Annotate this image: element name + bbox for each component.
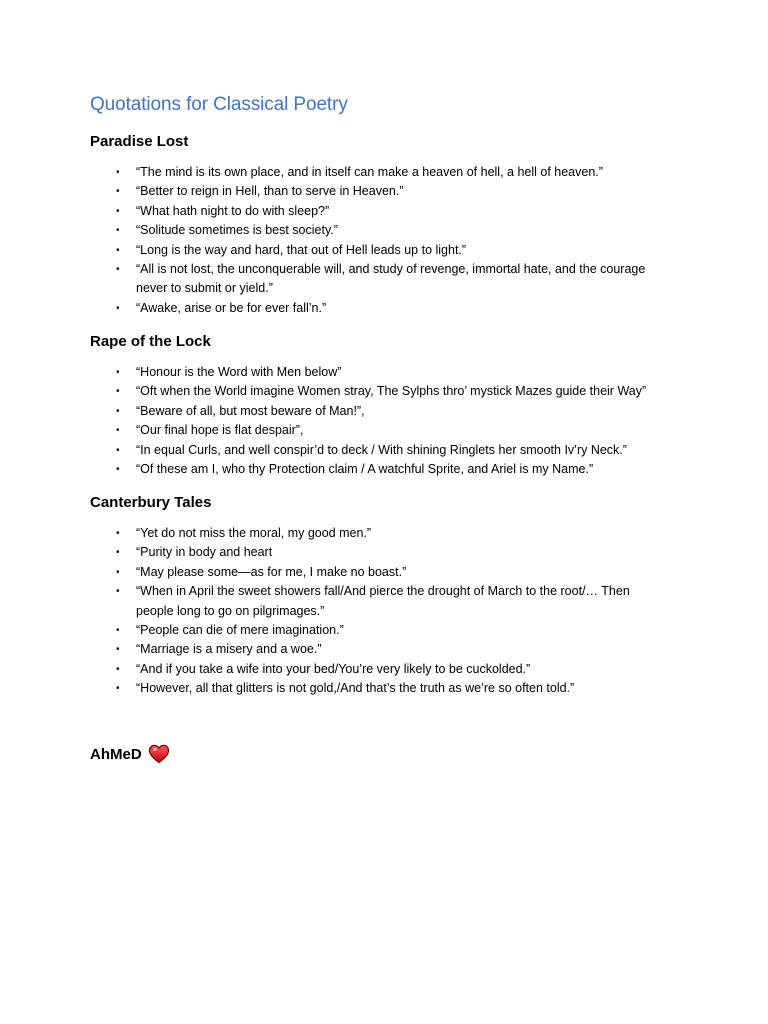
quote-text: “What hath night to do with sleep?”	[136, 203, 330, 218]
bullet-icon: •	[116, 528, 120, 539]
quote-text: “Awake, arise or be for ever fall’n.”	[136, 300, 327, 315]
quote-text: “Oft when the World imagine Women stray, The Sylphs thro’ mystick Mazes guide their Way”	[136, 384, 647, 399]
bullet-icon: •	[116, 205, 120, 217]
quote-text: “Long is the way and hard, that out of Hell leads up to light.”	[136, 242, 467, 257]
bullet-icon: •	[116, 167, 120, 178]
list-item	[90, 382, 690, 401]
section-heading: Canterbury Tales	[90, 494, 212, 511]
quote-text: “All is not lost, the unconquerable will, and study of revenge, immortal hate, and the courage never to submit or yield.”	[136, 262, 646, 296]
list-item	[90, 163, 690, 182]
list-item	[90, 543, 690, 562]
quote-text: “Purity in body and heart	[136, 545, 273, 560]
list-item	[90, 660, 690, 679]
quote-text: “Of these am I, who thy Protection claim / A watchful Sprite, and Ariel is my Name.”	[136, 462, 594, 477]
quote-list	[90, 363, 690, 479]
bullet-icon: •	[116, 625, 120, 637]
section-rape-of-the-lock	[90, 332, 690, 477]
quote-text: “Beware of all, but most beware of Man!”,	[136, 403, 365, 418]
section-heading: Rape of the Lock	[90, 333, 211, 350]
list-item	[90, 524, 690, 543]
quote-text: “Our final hope is flat despair”,	[136, 423, 304, 438]
bullet-icon: •	[116, 547, 120, 559]
list-item	[90, 621, 690, 640]
section-paradise-lost	[90, 132, 690, 315]
list-item	[90, 202, 690, 221]
bullet-icon: •	[116, 644, 120, 656]
quote-text: “And if you take a wife into your bed/You’re very likely to be cuckolded.”	[136, 661, 531, 676]
quote-text: “People can die of mere imagination.”	[136, 623, 344, 638]
list-item	[90, 441, 690, 460]
list-item	[90, 260, 690, 299]
quote-text: “Yet do not miss the moral, my good men.”	[136, 526, 372, 540]
quote-text: “The mind is its own place, and in itself can make a heaven of hell, a hell of heaven.”	[136, 165, 603, 179]
section-canterbury-tales	[90, 493, 690, 696]
bullet-icon: •	[116, 425, 120, 437]
list-item	[90, 460, 690, 479]
quote-text: “Solitude sometimes is best society.”	[136, 223, 338, 238]
bullet-icon: •	[116, 225, 120, 237]
list-item	[90, 221, 690, 240]
section-heading: Paradise Lost	[90, 133, 189, 150]
bullet-icon: •	[116, 386, 120, 398]
bullet-icon: •	[116, 264, 120, 276]
quote-text: “Marriage is a misery and a woe.”	[136, 642, 322, 657]
quote-text: “However, all that glitters is not gold,/And that’s the truth as we’re so often told.”	[136, 681, 575, 696]
signature	[90, 742, 170, 766]
signature-name: AhMeD	[90, 745, 142, 763]
list-item	[90, 299, 690, 318]
list-item	[90, 582, 690, 621]
quote-text: “Honour is the Word with Men below”	[136, 365, 342, 379]
list-item	[90, 421, 690, 440]
list-item	[90, 679, 690, 698]
bullet-icon: •	[116, 663, 120, 675]
list-item	[90, 363, 690, 382]
bullet-icon: •	[116, 302, 120, 314]
bullet-icon: •	[116, 244, 120, 256]
bullet-icon: •	[116, 444, 120, 456]
bullet-icon: •	[116, 367, 120, 378]
bullet-icon: •	[116, 405, 120, 417]
quote-text: “Better to reign in Hell, than to serve in Heaven.”	[136, 184, 404, 199]
quote-text: “When in April the sweet showers fall/And pierce the drought of March to the root/… Then people long to go on pilgrimages.”	[136, 584, 630, 618]
list-item	[90, 241, 690, 260]
quote-text: “May please some—as for me, I make no boast.”	[136, 564, 407, 579]
bullet-icon: •	[116, 464, 120, 476]
list-item	[90, 640, 690, 659]
list-item	[90, 402, 690, 421]
list-item	[90, 563, 690, 582]
page-title: Quotations for Classical Poetry	[90, 94, 348, 115]
bullet-icon: •	[116, 586, 120, 598]
bullet-icon: •	[116, 683, 120, 695]
bullet-icon: •	[116, 186, 120, 198]
bullet-icon: •	[116, 566, 120, 578]
quote-list	[90, 163, 690, 318]
heart-icon	[148, 744, 170, 764]
quote-text: “In equal Curls, and well conspir’d to deck / With shining Ringlets her smooth Iv’ry Neck.”	[136, 442, 627, 457]
list-item	[90, 182, 690, 201]
quote-list	[90, 524, 690, 699]
